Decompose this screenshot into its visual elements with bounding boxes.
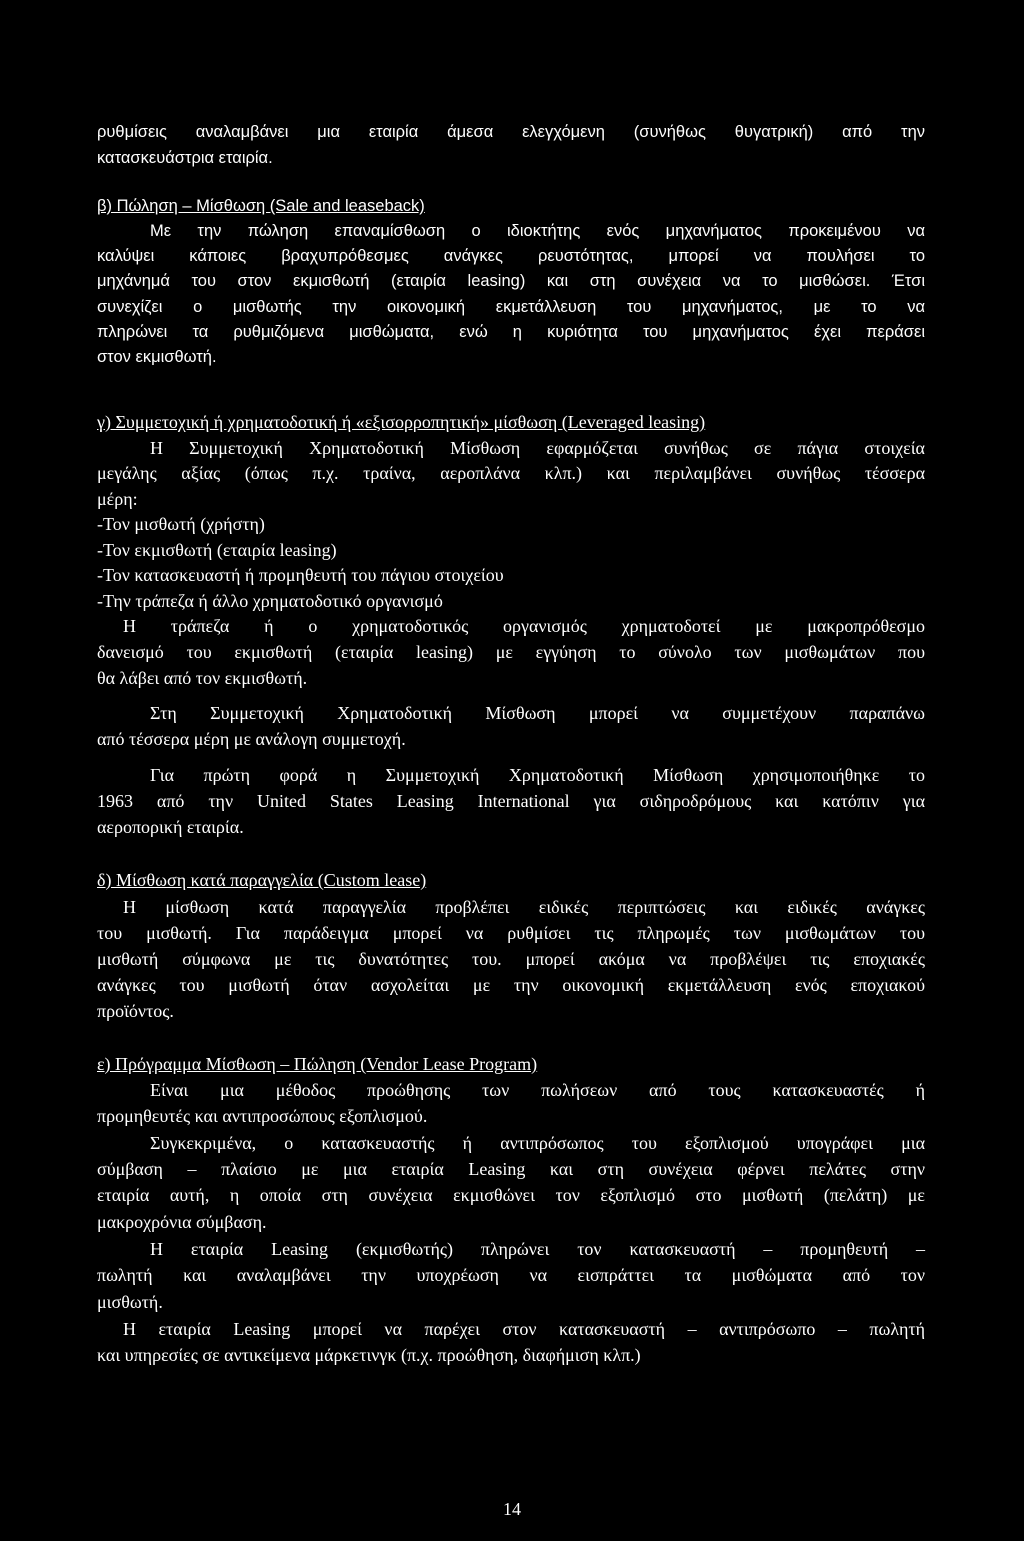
sale-leaseback-line-1: Με την πώληση επαναμίσθωση ο ιδιοκτήτης ενός μηχανήματος προκειμένου να xyxy=(150,222,925,240)
leveraged-line-8: Η τράπεζα ή ο χρηματοδοτικός οργανισμός χρηματοδοτεί με μακροπρόθεσμο xyxy=(123,616,925,636)
vendor-line-5: εταιρία αυτή, η οποία στη συνέχεια εκμισθώνει τον εξοπλισμό στο μισθωτή (πελάτη) με xyxy=(97,1185,925,1205)
leveraged-line-9: δανεισμό του εκμισθωτή (εταιρία leasing) με εγγύηση το σύνολο των μισθωμάτων που xyxy=(97,642,925,662)
vendor-line-7: Η εταιρία Leasing (εκμισθωτής) πληρώνει τον κατασκευαστή – προμηθευτή – xyxy=(150,1239,925,1259)
leveraged-line-5: -Τον εκμισθωτή (εταιρία leasing) xyxy=(97,540,337,560)
section-heading-leveraged: γ) Συμμετοχική ή χρηματοδοτική ή «εξισορροπητική» μίσθωση (Leveraged leasing) xyxy=(97,412,706,432)
section-heading-sale-leaseback: β) Πώληση – Μίσθωση (Sale and leaseback) xyxy=(97,197,425,215)
intro-line-2: κατασκευάστρια εταιρία. xyxy=(97,149,273,167)
page-number: 14 xyxy=(503,1499,521,1519)
vendor-line-8: πωλητή και αναλαμβάνει την υποχρέωση να εισπράττει τα μισθώματα από τον xyxy=(97,1265,925,1285)
custom-line-3: μισθωτή σύμφωνα με τις δυνατότητες του. μπορεί ακόμα να προβλέψει τις εποχιακές xyxy=(97,949,925,969)
vendor-line-2: προμηθευτές και αντιπροσώπους εξοπλισμού. xyxy=(97,1106,428,1126)
custom-line-1: Η μίσθωση κατά παραγγελία προβλέπει ειδικές περιπτώσεις και ειδικές ανάγκες xyxy=(123,897,925,917)
vendor-line-11: και υπηρεσίες σε αντικείμενα μάρκετινγκ (π.χ. προώθηση, διαφήμιση κλπ.) xyxy=(97,1345,641,1365)
leveraged-line-3: μέρη: xyxy=(97,489,138,509)
sale-leaseback-line-3: μηχάνημά του στον εκμισθωτή (εταιρία leasing) και στη συνέχεια να το μισθώσει. Έτσι xyxy=(97,272,925,290)
vendor-line-4: σύμβαση – πλαίσιο με μια εταιρία Leasing και στη συνέχεια φέρνει πελάτες στην xyxy=(97,1159,925,1179)
leveraged-line-12: από τέσσερα μέρη με ανάλογη συμμετοχή. xyxy=(97,729,406,749)
leveraged-line-2: μεγάλης αξίας (όπως π.χ. τραίνα, αεροπλάνα κλπ.) και περιλαμβάνει συνήθως τέσσερα xyxy=(97,463,925,483)
vendor-line-9: μισθωτή. xyxy=(97,1292,163,1312)
sale-leaseback-line-4: συνεχίζει ο μισθωτής την οικονομική εκμετάλλευση του μηχανήματος, με το να xyxy=(97,298,925,316)
custom-line-2: του μισθωτή. Για παράδειγμα μπορεί να ρυθμίσει τις πληρωμές των μισθωμάτων του xyxy=(97,923,925,943)
vendor-line-3: Συγκεκριμένα, ο κατασκευαστής ή αντιπρόσωπος του εξοπλισμού υπογράφει μια xyxy=(150,1133,925,1153)
leveraged-line-14: 1963 από την United States Leasing International για σιδηροδρόμους και κατόπιν για xyxy=(97,791,925,811)
leveraged-line-11: Στη Συμμετοχική Χρηματοδοτική Μίσθωση μπορεί να συμμετέχουν παραπάνω xyxy=(150,703,925,723)
vendor-line-10: Η εταιρία Leasing μπορεί να παρέχει στον κατασκευαστή – αντιπρόσωπο – πωλητή xyxy=(123,1319,925,1339)
leveraged-line-13: Για πρώτη φορά η Συμμετοχική Χρηματοδοτική Μίσθωση χρησιμοποιήθηκε το xyxy=(150,765,925,785)
sale-leaseback-line-2: καλύψει κάποιες βραχυπρόθεσμες ανάγκες ρευστότητας, μπορεί να πουλήσει το xyxy=(97,247,925,265)
leveraged-line-7: -Την τράπεζα ή άλλο χρηματοδοτικό οργανισμό xyxy=(97,591,443,611)
sale-leaseback-line-5: πληρώνει τα ρυθμιζόμενα μισθώματα, ενώ η κυριότητα του μηχανήματος έχει περάσει xyxy=(97,323,925,341)
leveraged-line-6: -Τον κατασκευαστή ή προμηθευτή του πάγιου στοιχείου xyxy=(97,565,504,585)
section-heading-custom: δ) Μίσθωση κατά παραγγελία (Custom lease) xyxy=(97,870,427,890)
sale-leaseback-line-6: στον εκμισθωτή. xyxy=(97,348,217,366)
custom-line-5: προϊόντος. xyxy=(97,1001,174,1021)
leveraged-line-15: αεροπορική εταιρία. xyxy=(97,817,244,837)
section-heading-vendor: ε) Πρόγραμμα Μίσθωση – Πώληση (Vendor Lease Program) xyxy=(97,1054,538,1074)
vendor-line-1: Είναι μια μέθοδος προώθησης των πωλήσεων από τους κατασκευαστές ή xyxy=(150,1080,925,1100)
leveraged-line-4: -Τον μισθωτή (χρήστη) xyxy=(97,514,265,534)
vendor-line-6: μακροχρόνια σύμβαση. xyxy=(97,1212,267,1232)
custom-line-4: ανάγκες του μισθωτή όταν ασχολείται με την οικονομική εκμετάλλευση ενός εποχιακού xyxy=(97,975,925,995)
leveraged-line-1: Η Συμμετοχική Χρηματοδοτική Μίσθωση εφαρμόζεται συνήθως σε πάγια στοιχεία xyxy=(150,438,925,458)
leveraged-line-10: θα λάβει από τον εκμισθωτή. xyxy=(97,668,308,688)
intro-line-1: ρυθμίσεις αναλαμβάνει μια εταιρία άμεσα ελεγχόμενη (συνήθως θυγατρική) από την xyxy=(97,123,925,141)
